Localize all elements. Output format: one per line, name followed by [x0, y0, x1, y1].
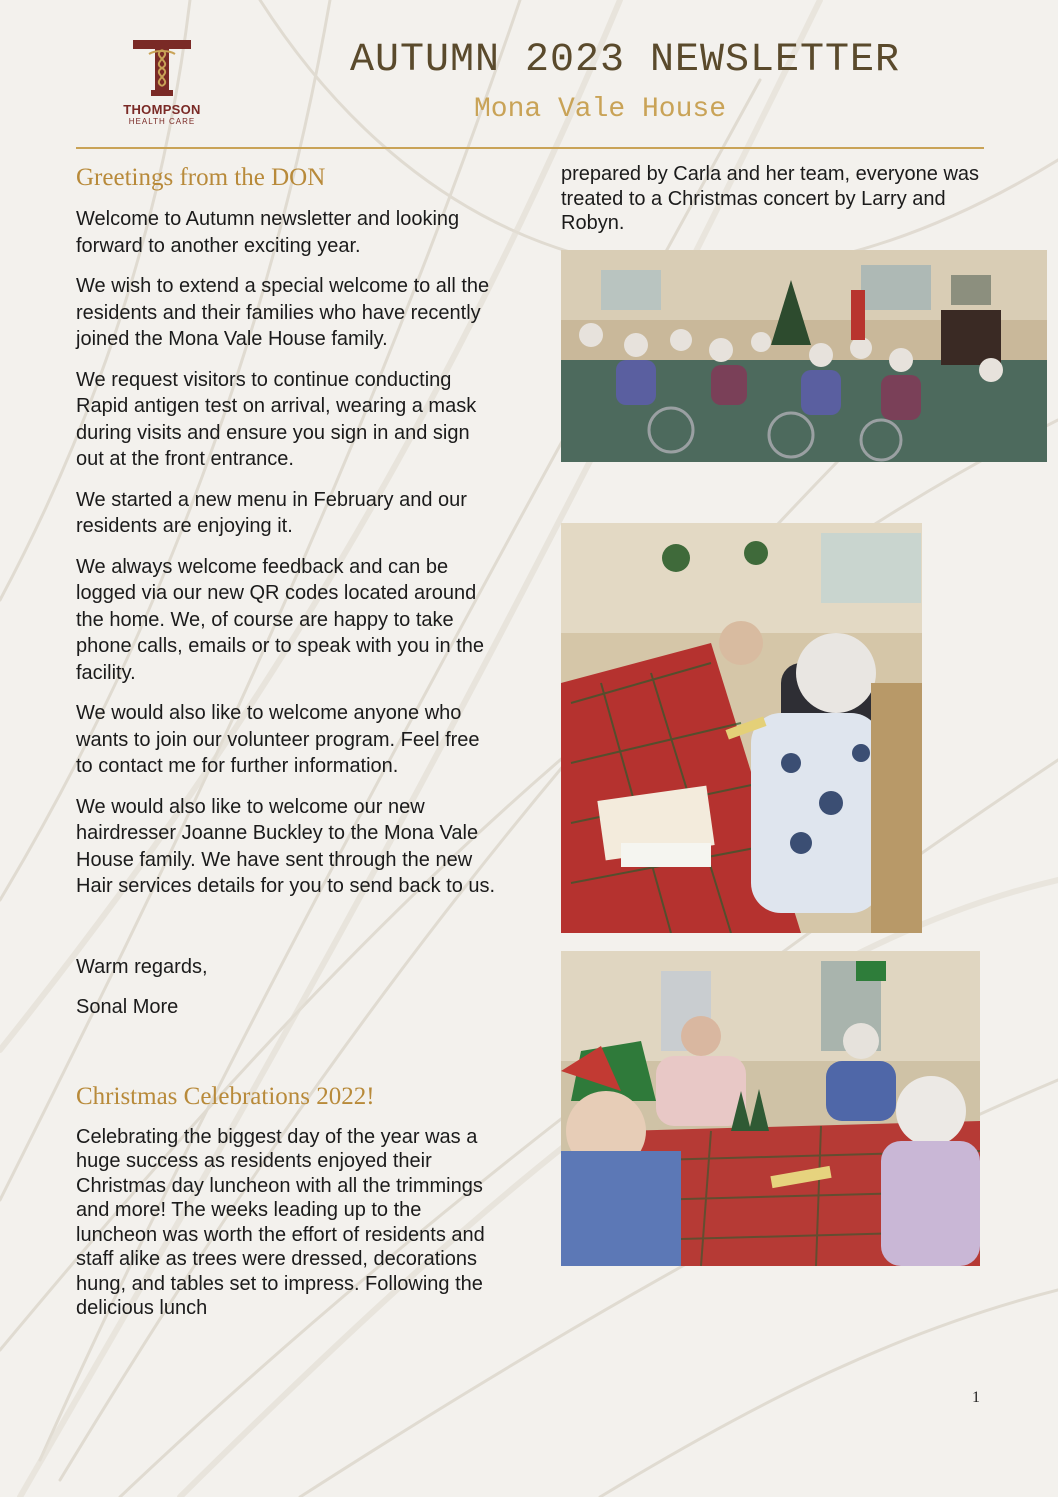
paragraph-continued: prepared by Carla and her team, everyone was treated to a Christmas concert by Larry and Robyn. [561, 163, 980, 234]
paragraph: We request visitors to continue conducting Rapid antigen test on arrival, wearing a mask during visits and ensure you sign in and sign out at the front entrance. [76, 368, 477, 470]
right-column [561, 162, 981, 250]
photo-christmas-luncheon-table [561, 523, 922, 933]
section-heading-greetings: Greetings from the DON [76, 164, 326, 191]
logo-name: THOMPSON [123, 102, 201, 117]
thompson-logo [112, 38, 212, 134]
photo-christmas-crackers [561, 951, 980, 1266]
signature: Sonal More [76, 996, 179, 1018]
paragraph: We always welcome feedback and can be logged via our new QR codes located around the home. We, of course are happy to take phone calls, emails or to speak with you in the facility. [76, 555, 484, 684]
paragraph: Celebrating the biggest day of the year was a huge success as residents enjoyed their Christmas day luncheon with all the trimmings and more! The weeks leading up to the luncheon was worth the effort of residents and staff alike as trees were dressed, decorations hung, and tables set to impress. Following the delicious lunch [76, 1125, 485, 1319]
paragraph: We started a new menu in February and our residents are enjoying it. [76, 488, 467, 537]
paragraph: We wish to extend a special welcome to all the residents and their families who have recently joined the Mona Vale House family. [76, 275, 490, 350]
paragraph: We would also like to welcome anyone who wants to join our volunteer program. Feel free to contact me for further information. [76, 702, 480, 777]
newsletter-title: AUTUMN 2023 NEWSLETTER [349, 38, 901, 83]
header-divider [76, 147, 984, 149]
paragraph: We would also like to welcome our new hairdresser Joanne Buckley to the Mona Vale House family. We have sent through the new Hair services details for you to send back to us. [76, 795, 496, 897]
logo-subtitle: HEALTH CARE [128, 117, 196, 126]
newsletter-subtitle: Mona Vale House [473, 94, 727, 125]
section-heading-christmas: Christmas Celebrations 2022! [76, 1082, 375, 1110]
page-number: 1 [972, 1389, 980, 1406]
left-column [76, 162, 501, 1335]
photo-christmas-concert [561, 250, 1047, 462]
logo-t-caduceus-icon [131, 38, 193, 100]
paragraph: Welcome to Autumn newsletter and looking forward to another exciting year. [76, 208, 460, 257]
signoff: Warm regards, [76, 955, 208, 978]
